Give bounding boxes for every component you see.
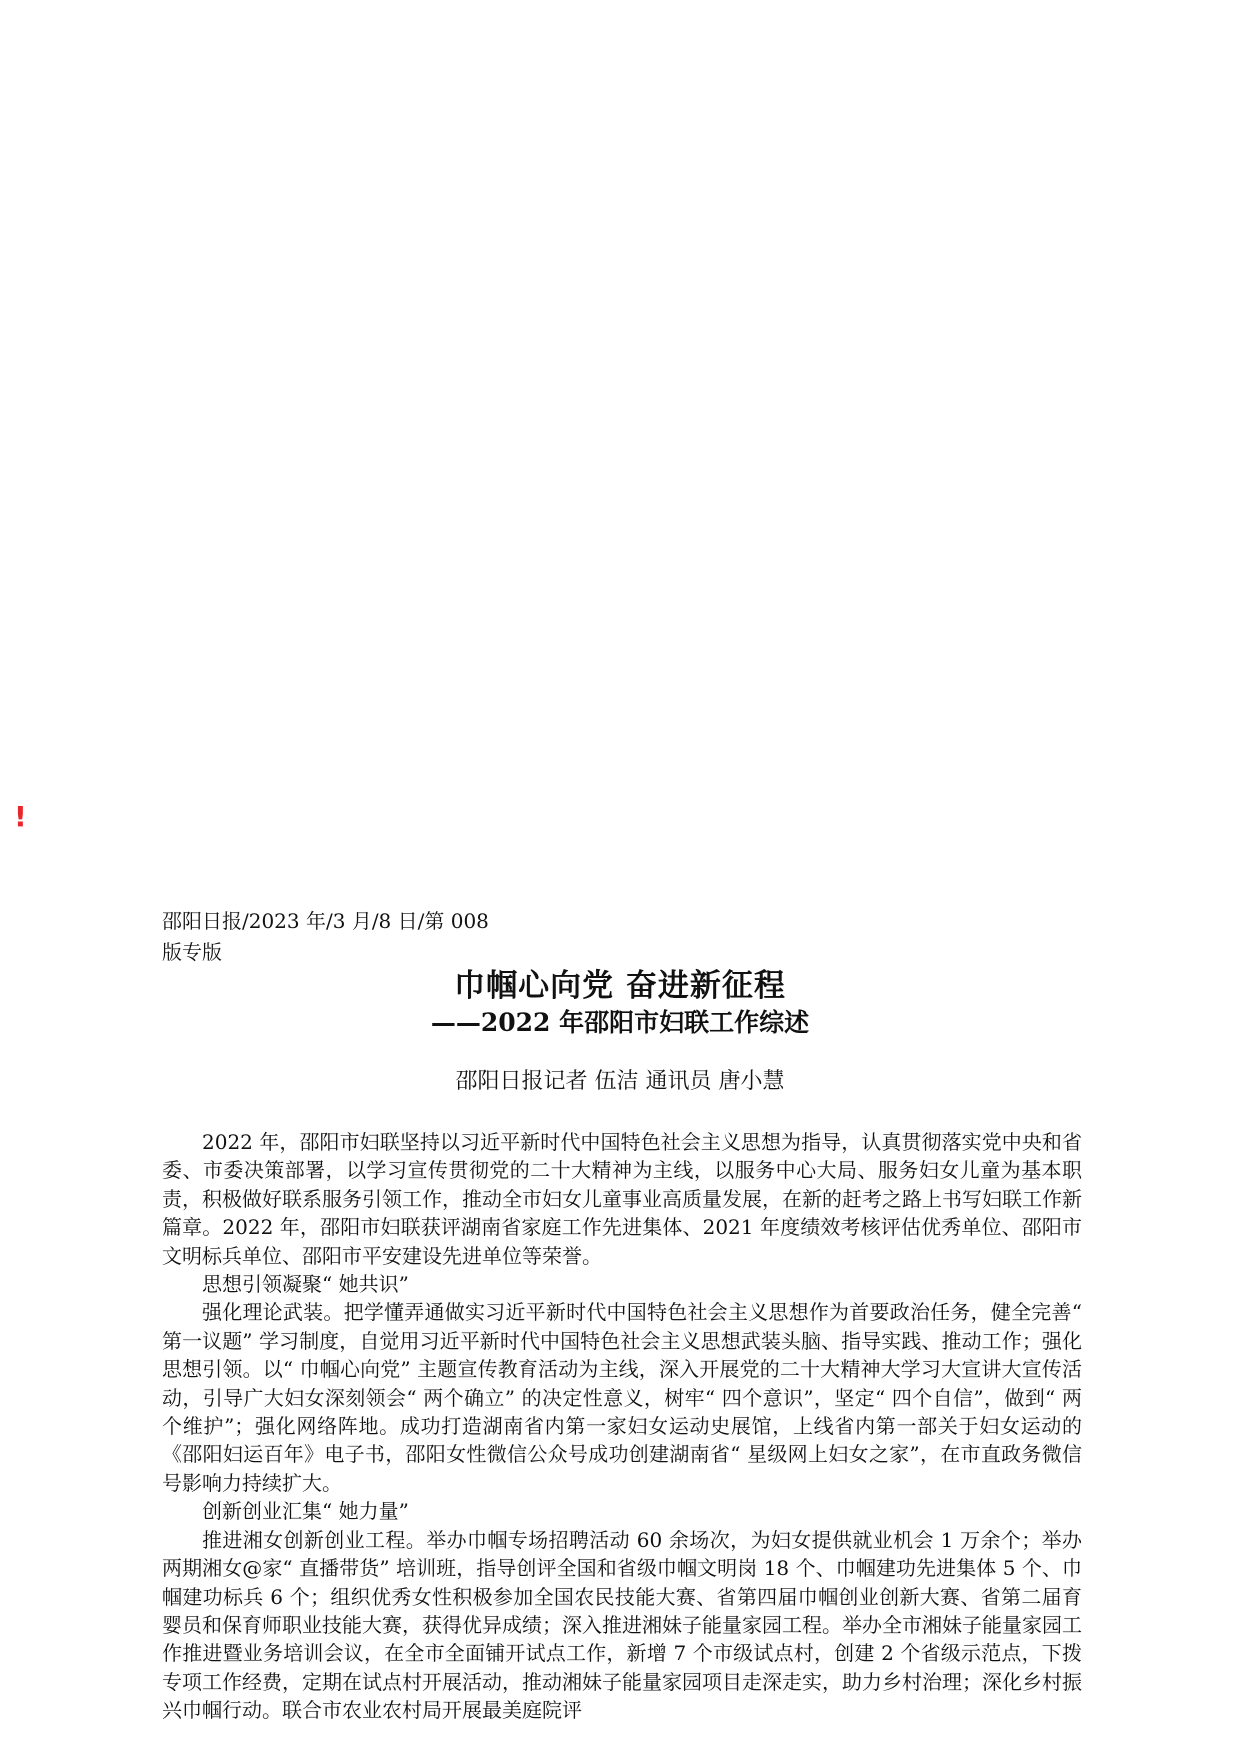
section-heading: 创新创业汇集“ 她力量” bbox=[202, 1499, 409, 1524]
source-line: 邵阳日报/2023 年/3 月/8 日/第 008 bbox=[162, 909, 489, 933]
warning-icon: ! bbox=[14, 800, 27, 833]
source-info bbox=[162, 906, 522, 968]
article-title: 巾帼心向党 奋进新征程 bbox=[454, 968, 786, 1004]
body-paragraph: 强化理论武装。把学懂弄通做实习近平新时代中国特色社会主义思想作为首要政治任务，健全完善“ 第一议题” 学习制度，自觉用习近平新时代中国特色社会主义思想武装头脑、指导实践、推动工作；强化思想引领。以“ 巾帼心向党” 主题宣传教育活动为主线，深入开展党的二十大精神大学习大宣讲大宣传活动，引导广大妇女深刻领会“ 两个确立” 的决定性意义，树牢“ 四个意识”，坚定“ 四个自信”，做到“ 两个维护”；强化网络阵地。成功打造湖南省内第一家妇女运动史展馆，上线省内第一部关于妇女运动的《邵阳妇运百年》电子书，邵阳女性微信公众号成功创建湖南省“ 星级网上妇女之家”，在市直政务微信号影响力持续扩大。 bbox=[162, 1300, 1082, 1495]
article-byline: 邵阳日报记者 伍洁 通讯员 唐小慧 bbox=[455, 1069, 785, 1094]
section-heading: 思想引领凝聚“ 她共识” bbox=[202, 1272, 409, 1297]
intro-paragraph: 2022 年，邵阳市妇联坚持以习近平新时代中国特色社会主义思想为指导，认真贯彻落实党中央和省委、市委决策部署，以学习宣传贯彻党的二十大精神为主线，以服务中心大局、服务妇女儿童为基本职责，积极做好联系服务引领工作，推动全市妇女儿童事业高质量发展，在新的赶考之路上书写妇联工作新篇章。2022 年，邵阳市妇联获评湖南省家庭工作先进集体、2021 年度绩效考核评估优秀单位、邵阳市文明标兵单位、邵阳市平安建设先进单位等荣誉。 bbox=[162, 1130, 1082, 1268]
article-body bbox=[162, 1128, 1082, 1725]
body-paragraph: 推进湘女创新创业工程。举办巾帼专场招聘活动 60 余场次，为妇女提供就业机会 1 万余个；举办两期湘女@家“ 直播带货” 培训班，指导创评全国和省级巾帼文明岗 18 个、巾帼建功先进集体 5 个、巾帼建功标兵 6 个；组织优秀女性积极参加全国农民技能大赛、省第四届巾帼创业创新大赛、省第二届育婴员和保育师职业技能大赛，获得优异成绩；深入推进湘妹子能量家园工程。举办全市湘妹子能量家园工作推进暨业务培训会议，在全市全面铺开试点工作，新增 7 个市级试点村，创建 2 个省级示范点，下拨专项工作经费，定期在试点村开展活动，推动湘妹子能量家园项目走深走实，助力乡村治理；深化乡村振兴巾帼行动。联合市农业农村局开展最美庭院评 bbox=[162, 1527, 1082, 1723]
article-subtitle: ——2022 年邵阳市妇联工作综述 bbox=[430, 1008, 810, 1037]
section-line: 版专版 bbox=[162, 940, 222, 964]
